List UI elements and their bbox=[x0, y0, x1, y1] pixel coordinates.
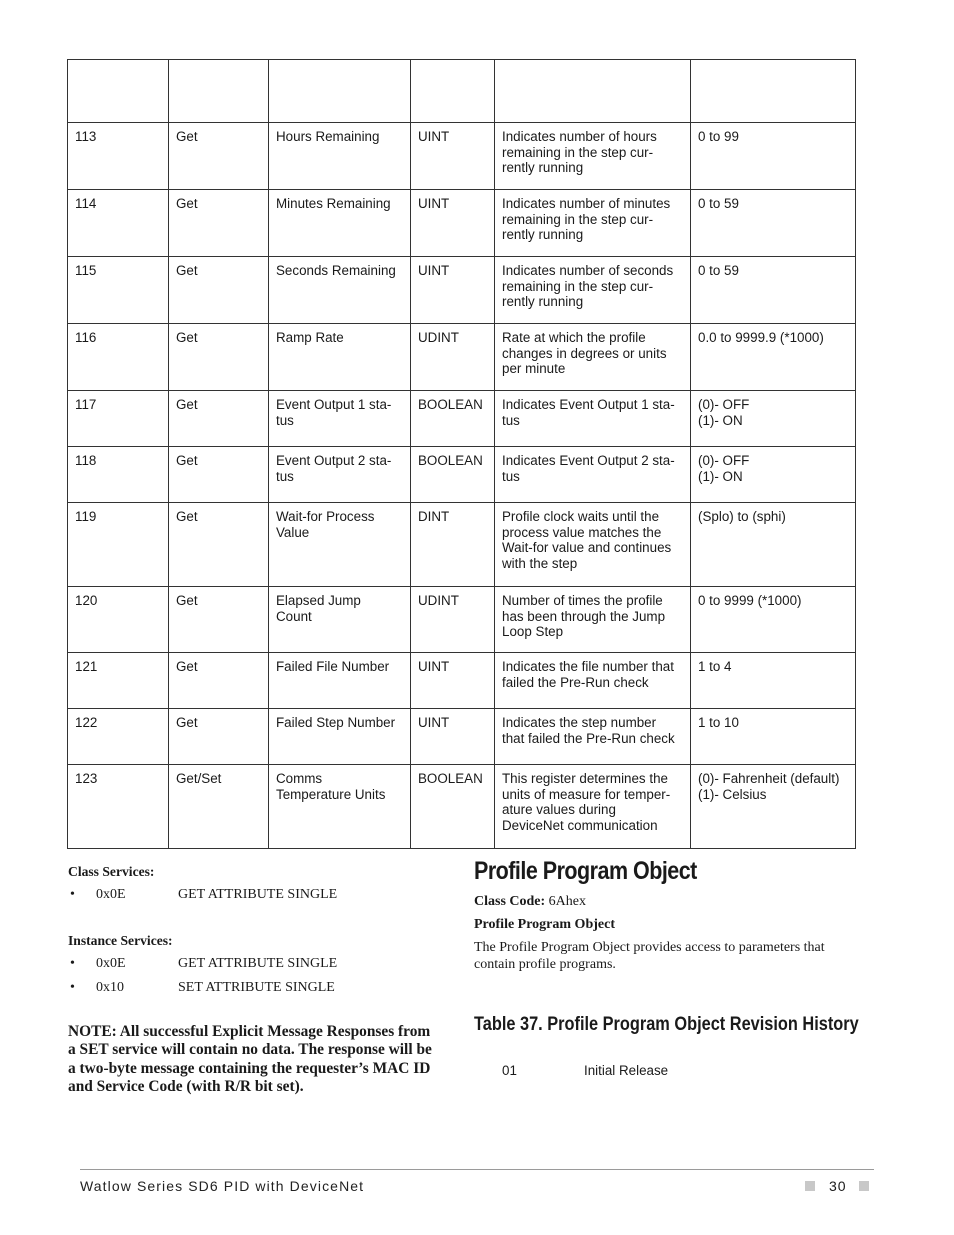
cell-range bbox=[691, 391, 856, 447]
cell-name bbox=[269, 653, 411, 709]
cell-description bbox=[495, 587, 691, 653]
cell-name bbox=[269, 324, 411, 391]
cell-line: remaining in the step cur- bbox=[502, 211, 654, 227]
cell-line: Indicates number of minutes bbox=[502, 196, 671, 211]
cell-line: ature values during bbox=[502, 802, 616, 818]
cell-line: (1)- ON bbox=[698, 468, 743, 484]
cell-id: 122 bbox=[68, 709, 169, 765]
cell-line: Indicates Event Output 1 sta- bbox=[502, 397, 675, 412]
table-row bbox=[68, 709, 856, 765]
service-name: GET ATTRIBUTE SINGLE bbox=[178, 887, 338, 902]
cell-line: Number of times the profile bbox=[502, 593, 663, 608]
subheading: Profile Program Object bbox=[474, 917, 615, 932]
attribute-table bbox=[67, 59, 856, 849]
class-code bbox=[474, 894, 586, 910]
cell-line: (0)- Fahrenheit (default) bbox=[698, 771, 840, 786]
cell-access: Get bbox=[169, 123, 269, 190]
cell-access: Get bbox=[169, 324, 269, 391]
cell-id: 120 bbox=[68, 587, 169, 653]
attribute-table-body bbox=[68, 123, 856, 849]
cell-range bbox=[691, 653, 856, 709]
cell-line: Comms bbox=[276, 771, 323, 786]
instance-service-item bbox=[68, 956, 368, 974]
cell-id: 117 bbox=[68, 391, 169, 447]
cell-type: BOOLEAN bbox=[411, 765, 495, 849]
cell-line: with the step bbox=[502, 555, 578, 571]
cell-line: 0 to 59 bbox=[698, 263, 739, 278]
cell-description bbox=[495, 765, 691, 849]
cell-range bbox=[691, 587, 856, 653]
cell-line: Event Output 1 sta- bbox=[276, 397, 392, 412]
cell-description bbox=[495, 447, 691, 503]
header-cell bbox=[169, 60, 269, 123]
cell-line: (0)- OFF bbox=[698, 453, 750, 468]
cell-type: UDINT bbox=[411, 587, 495, 653]
cell-line: rently running bbox=[502, 294, 584, 310]
cell-name bbox=[269, 709, 411, 765]
cell-line: changes in degrees or units bbox=[502, 345, 667, 361]
cell-line: Indicates number of hours bbox=[502, 129, 657, 144]
cell-line: Seconds Remaining bbox=[276, 263, 396, 278]
cell-type: UINT bbox=[411, 123, 495, 190]
table-row bbox=[68, 190, 856, 257]
cell-type: UINT bbox=[411, 709, 495, 765]
cell-range bbox=[691, 123, 856, 190]
table-row bbox=[68, 503, 856, 587]
footer-text: Watlow Series SD6 PID with DeviceNet bbox=[80, 1178, 365, 1194]
table-header-row bbox=[68, 60, 856, 123]
cell-id: 113 bbox=[68, 123, 169, 190]
cell-line: Indicates the file number that bbox=[502, 659, 674, 674]
cell-range bbox=[691, 765, 856, 849]
cell-line: 1 to 10 bbox=[698, 715, 739, 730]
cell-line: rently running bbox=[502, 227, 584, 243]
cell-name bbox=[269, 257, 411, 324]
cell-id: 116 bbox=[68, 324, 169, 391]
header-cell bbox=[68, 60, 169, 123]
cell-line: Ramp Rate bbox=[276, 330, 344, 345]
class-service-item bbox=[68, 887, 368, 905]
cell-name bbox=[269, 587, 411, 653]
cell-range bbox=[691, 709, 856, 765]
cell-access: Get bbox=[169, 447, 269, 503]
cell-description bbox=[495, 190, 691, 257]
cell-access: Get bbox=[169, 391, 269, 447]
cell-line: Failed Step Number bbox=[276, 715, 396, 730]
bullet: • bbox=[70, 956, 75, 971]
cell-access: Get/Set bbox=[169, 765, 269, 849]
cell-range bbox=[691, 190, 856, 257]
note-text: NOTE: All successful Explicit Message Responses from a SET service will contain no data. The response will be a two-byte message containing the requester’s MAC ID and Service Code (with R/R bit set). bbox=[68, 1023, 432, 1096]
table-row bbox=[68, 447, 856, 503]
table-row bbox=[68, 765, 856, 849]
cell-access: Get bbox=[169, 190, 269, 257]
cell-name bbox=[269, 447, 411, 503]
cell-name bbox=[269, 190, 411, 257]
cell-type: UINT bbox=[411, 190, 495, 257]
cell-type: DINT bbox=[411, 503, 495, 587]
revision-table-title: Table 37. Profile Program Object Revision History bbox=[474, 1014, 859, 1035]
page-number: 30 bbox=[829, 1178, 847, 1194]
cell-type: UINT bbox=[411, 257, 495, 324]
cell-id: 115 bbox=[68, 257, 169, 324]
cell-line: that failed the Pre-Run check bbox=[502, 730, 675, 746]
header-cell bbox=[691, 60, 856, 123]
cell-line: 1 to 4 bbox=[698, 659, 732, 674]
cell-range bbox=[691, 447, 856, 503]
cell-line: (Splo) to (sphi) bbox=[698, 509, 786, 524]
cell-access: Get bbox=[169, 709, 269, 765]
cell-line: tus bbox=[276, 412, 294, 428]
table-row bbox=[68, 257, 856, 324]
cell-line: 0 to 99 bbox=[698, 129, 739, 144]
cell-line: rently running bbox=[502, 160, 584, 176]
cell-id: 123 bbox=[68, 765, 169, 849]
cell-access: Get bbox=[169, 653, 269, 709]
cell-access: Get bbox=[169, 503, 269, 587]
cell-type: UINT bbox=[411, 653, 495, 709]
cell-line: Indicates Event Output 2 sta- bbox=[502, 453, 675, 468]
instance-service-item bbox=[68, 980, 368, 998]
cell-line: Value bbox=[276, 524, 310, 540]
cell-line: Loop Step bbox=[502, 624, 564, 640]
cell-line: 0.0 to 9999.9 (*1000) bbox=[698, 330, 824, 345]
footer-rule bbox=[80, 1169, 874, 1170]
cell-id: 114 bbox=[68, 190, 169, 257]
instance-services-heading: Instance Services: bbox=[68, 933, 173, 948]
cell-line: Count bbox=[276, 608, 312, 624]
cell-line: Elapsed Jump bbox=[276, 593, 361, 608]
cell-line: units of measure for temper- bbox=[502, 786, 671, 802]
cell-description bbox=[495, 324, 691, 391]
cell-line: per minute bbox=[502, 361, 566, 377]
cell-name bbox=[269, 765, 411, 849]
service-name: GET ATTRIBUTE SINGLE bbox=[178, 956, 338, 971]
cell-description bbox=[495, 503, 691, 587]
table-row bbox=[68, 123, 856, 190]
cell-access: Get bbox=[169, 257, 269, 324]
cell-description bbox=[495, 123, 691, 190]
service-code: 0x10 bbox=[96, 980, 124, 995]
cell-description bbox=[495, 653, 691, 709]
cell-name bbox=[269, 503, 411, 587]
cell-line: failed the Pre-Run check bbox=[502, 674, 649, 690]
cell-line: Rate at which the profile bbox=[502, 330, 646, 345]
class-code-label: Class Code: bbox=[474, 894, 546, 909]
cell-line: This register determines the bbox=[502, 771, 668, 786]
section-title: Profile Program Object bbox=[474, 857, 697, 885]
cell-type: BOOLEAN bbox=[411, 391, 495, 447]
cell-line: tus bbox=[276, 468, 294, 484]
cell-line: has been through the Jump bbox=[502, 608, 666, 624]
cell-id: 118 bbox=[68, 447, 169, 503]
cell-range bbox=[691, 257, 856, 324]
cell-name bbox=[269, 391, 411, 447]
bullet: • bbox=[70, 887, 75, 902]
cell-description bbox=[495, 391, 691, 447]
service-name: SET ATTRIBUTE SINGLE bbox=[178, 980, 335, 995]
cell-description bbox=[495, 257, 691, 324]
cell-line: Wait-for value and continues bbox=[502, 540, 672, 556]
table-row bbox=[68, 653, 856, 709]
table-row bbox=[68, 324, 856, 391]
cell-line: Hours Remaining bbox=[276, 129, 380, 144]
cell-line: remaining in the step cur- bbox=[502, 144, 654, 160]
bullet: • bbox=[70, 980, 75, 995]
cell-description bbox=[495, 709, 691, 765]
cell-name bbox=[269, 123, 411, 190]
cell-line: (0)- OFF bbox=[698, 397, 750, 412]
revision-description: Initial Release bbox=[584, 1063, 669, 1078]
cell-type: BOOLEAN bbox=[411, 447, 495, 503]
service-code: 0x0E bbox=[96, 887, 126, 902]
cell-id: 119 bbox=[68, 503, 169, 587]
cell-line: tus bbox=[502, 468, 520, 484]
header-cell bbox=[269, 60, 411, 123]
cell-line: tus bbox=[502, 412, 520, 428]
cell-line: Failed File Number bbox=[276, 659, 390, 674]
cell-line: 0 to 9999 (*1000) bbox=[698, 593, 802, 608]
footer-square-icon bbox=[805, 1181, 815, 1191]
section-description: The Profile Program Object provides access to parameters that contain profile programs. bbox=[474, 940, 825, 972]
cell-line: Event Output 2 sta- bbox=[276, 453, 392, 468]
header-cell bbox=[495, 60, 691, 123]
cell-range bbox=[691, 324, 856, 391]
cell-line: DeviceNet communication bbox=[502, 817, 658, 833]
class-services-heading: Class Services: bbox=[68, 864, 155, 879]
cell-id: 121 bbox=[68, 653, 169, 709]
cell-type: UDINT bbox=[411, 324, 495, 391]
footer-square-icon bbox=[859, 1181, 869, 1191]
cell-line: Temperature Units bbox=[276, 786, 386, 802]
cell-line: 0 to 59 bbox=[698, 196, 739, 211]
cell-line: Indicates number of seconds bbox=[502, 263, 674, 278]
cell-line: process value matches the bbox=[502, 524, 662, 540]
cell-line: Minutes Remaining bbox=[276, 196, 391, 211]
cell-line: Wait-for Process bbox=[276, 509, 375, 524]
cell-line: Indicates the step number bbox=[502, 715, 657, 730]
revision-number: 01 bbox=[502, 1063, 517, 1078]
class-code-value: 6Ahex bbox=[548, 894, 586, 909]
table-row bbox=[68, 587, 856, 653]
cell-access: Get bbox=[169, 587, 269, 653]
cell-line: Profile clock waits until the bbox=[502, 509, 660, 524]
cell-line: (1)- Celsius bbox=[698, 786, 767, 802]
service-code: 0x0E bbox=[96, 956, 126, 971]
cell-range bbox=[691, 503, 856, 587]
cell-line: remaining in the step cur- bbox=[502, 278, 654, 294]
cell-line: (1)- ON bbox=[698, 412, 743, 428]
table-row bbox=[68, 391, 856, 447]
header-cell bbox=[411, 60, 495, 123]
